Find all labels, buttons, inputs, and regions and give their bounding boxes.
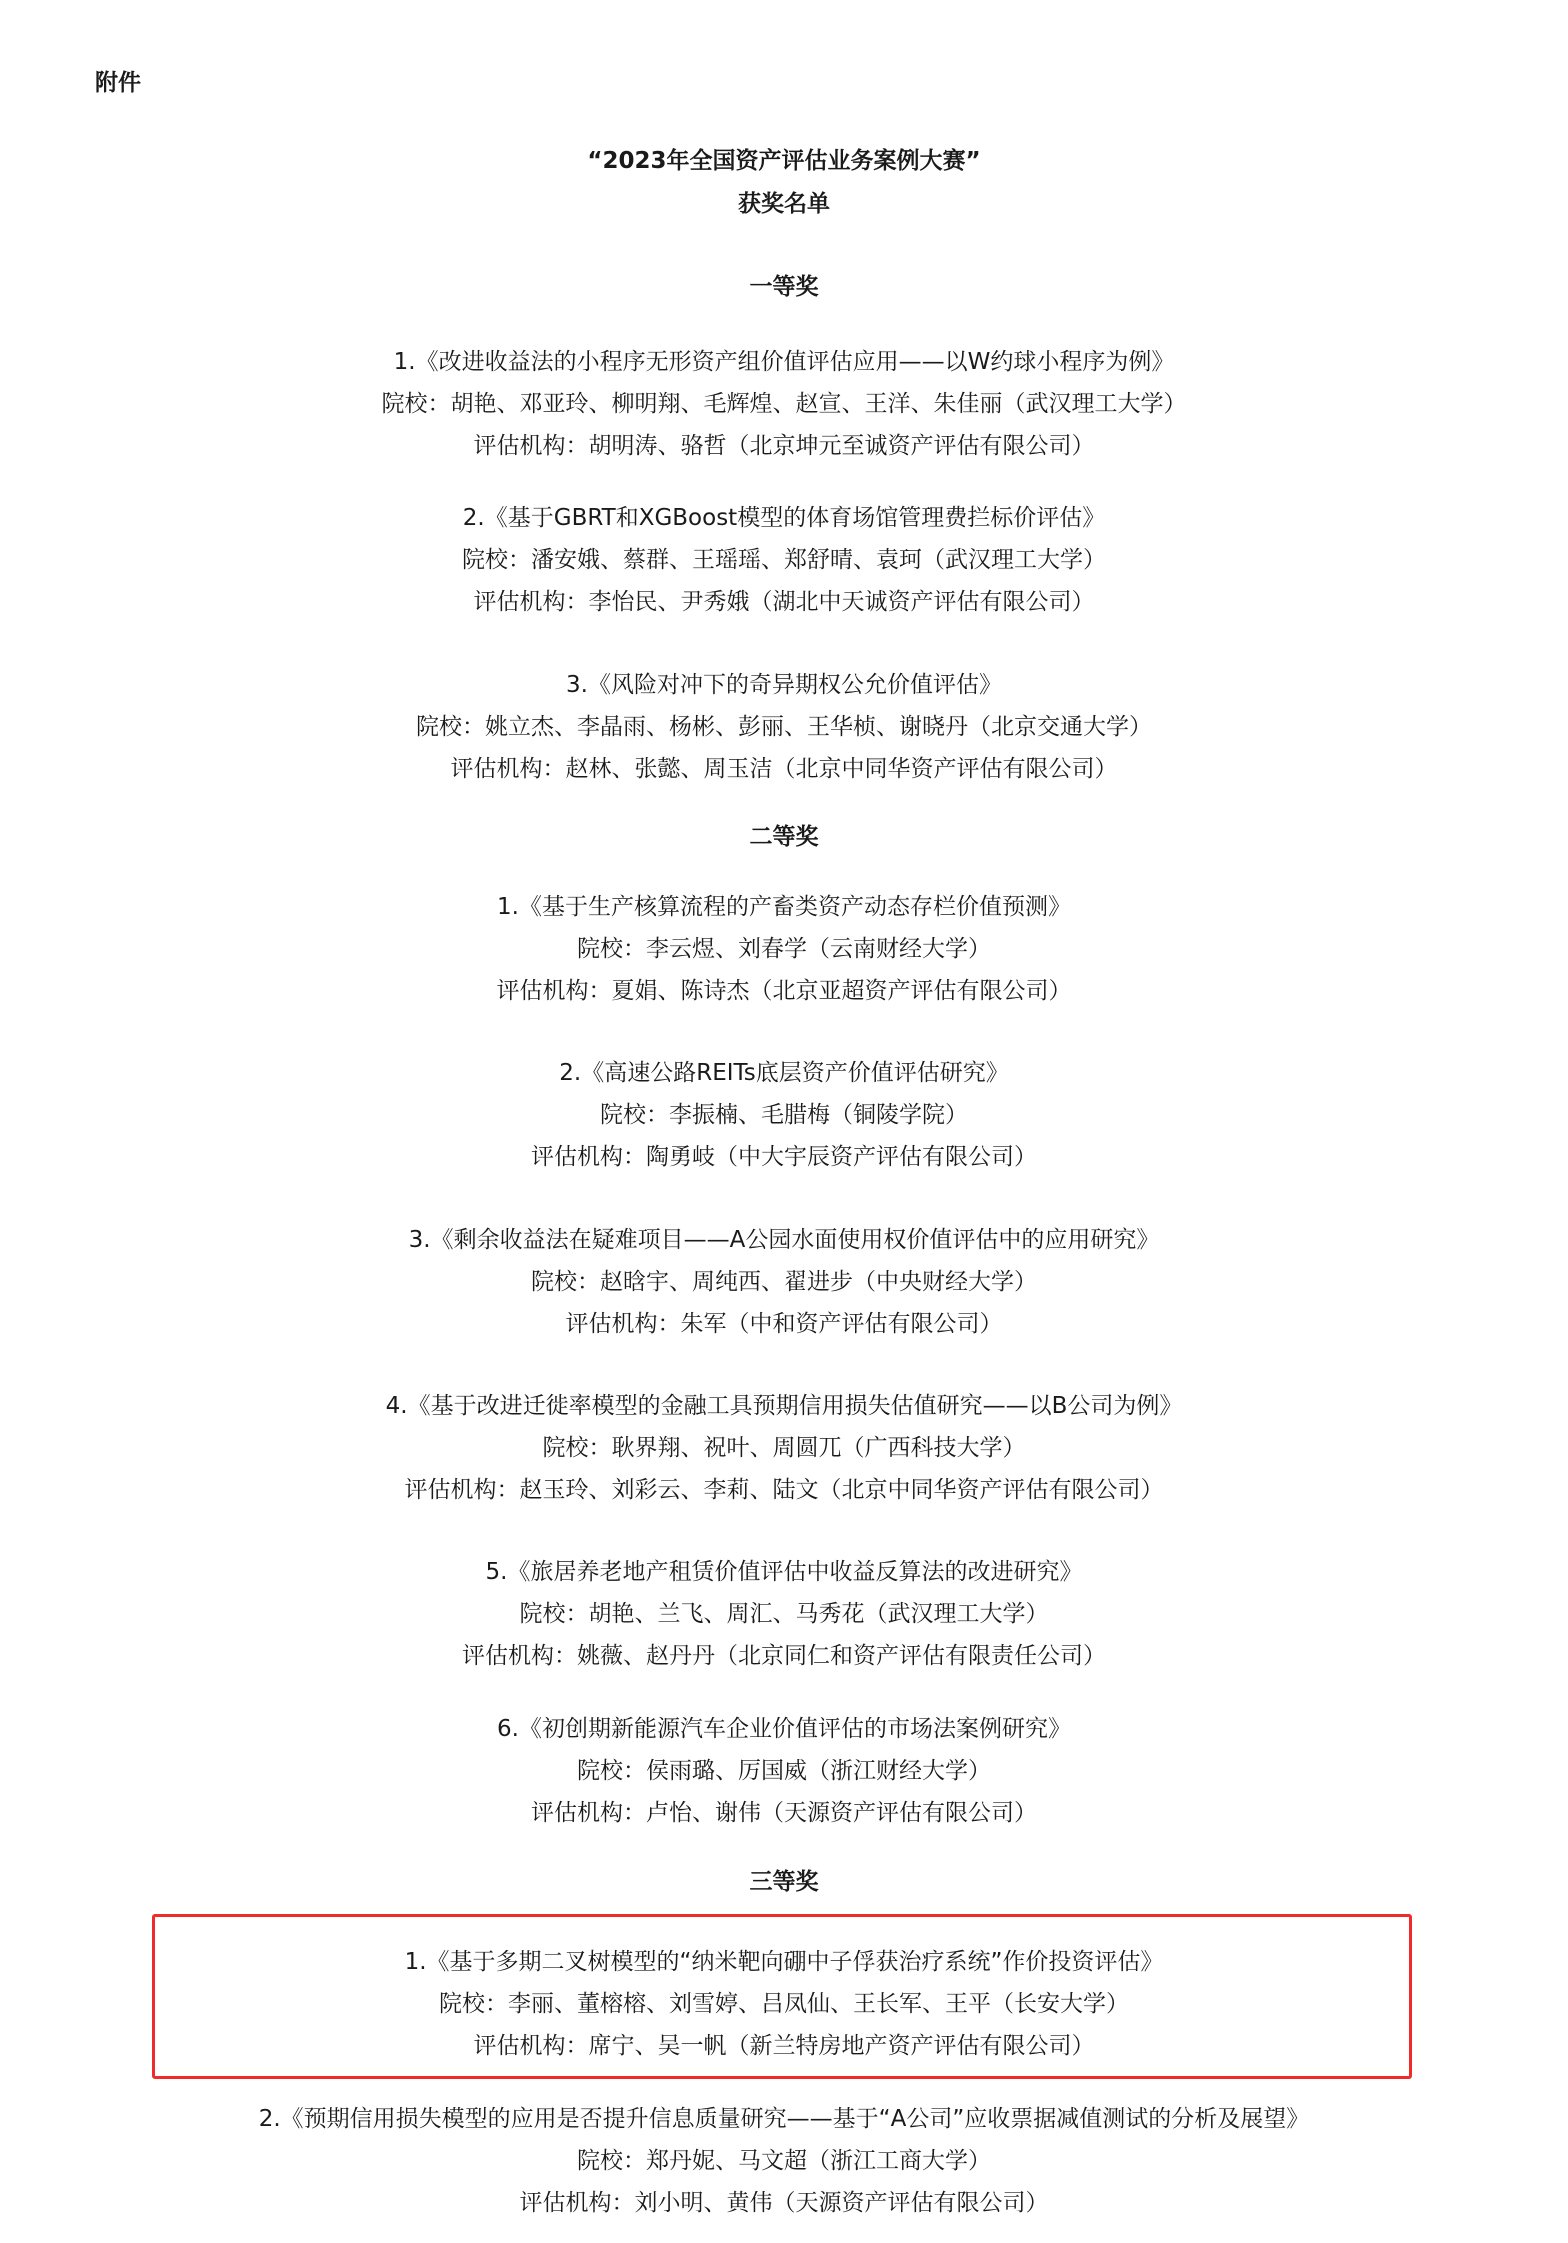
entry-title: 2.《高速公路REITs底层资产价值评估研究》	[559, 1060, 1009, 1086]
entry-title: 3.《风险对冲下的奇异期权公允价值评估》	[566, 672, 1002, 698]
third-prize-entry-2	[0, 2104, 1568, 2230]
entry-agency: 评估机构：朱军（中和资产评估有限公司）	[565, 1311, 1003, 1337]
first-prize-entry-2	[0, 503, 1568, 629]
entry-school: 院校：李丽、董榕榕、刘雪婷、吕凤仙、王长军、王平（长安大学）	[439, 1991, 1129, 2017]
entry-agency: 评估机构：席宁、吴一帆（新兰特房地产资产评估有限公司）	[473, 2033, 1095, 2059]
third-prize-entry-1	[0, 1947, 1568, 2073]
entry-title: 1.《改进收益法的小程序无形资产组价值评估应用——以W约球小程序为例》	[393, 349, 1175, 375]
entry-title: 1.《基于生产核算流程的产畜类资产动态存栏价值预测》	[497, 894, 1071, 920]
entry-school: 院校：胡艳、邓亚玲、柳明翔、毛辉煌、赵宣、王洋、朱佳丽（武汉理工大学）	[381, 391, 1187, 417]
second-prize-entry-1	[0, 892, 1568, 1018]
entry-agency: 评估机构：姚薇、赵丹丹（北京同仁和资产评估有限责任公司）	[462, 1643, 1106, 1669]
third-prize-heading: 三等奖	[749, 1869, 819, 1895]
entry-agency: 评估机构：赵玉玲、刘彩云、李莉、陆文（北京中同华资产评估有限公司）	[404, 1477, 1164, 1503]
entry-title: 6.《初创期新能源汽车企业价值评估的市场法案例研究》	[497, 1716, 1071, 1742]
second-prize-entry-4	[0, 1391, 1568, 1517]
second-prize-heading: 二等奖	[749, 824, 819, 850]
entry-agency: 评估机构：夏娟、陈诗杰（北京亚超资产评估有限公司）	[496, 978, 1072, 1004]
entry-title: 4.《基于改进迁徙率模型的金融工具预期信用损失估值研究——以B公司为例》	[385, 1393, 1183, 1419]
entry-agency: 评估机构：胡明涛、骆哲（北京坤元至诚资产评估有限公司）	[473, 433, 1095, 459]
entry-agency: 评估机构：赵林、张懿、周玉洁（北京中同华资产评估有限公司）	[450, 756, 1118, 782]
entry-school: 院校：李振楠、毛腊梅（铜陵学院）	[600, 1102, 968, 1128]
entry-agency: 评估机构：刘小明、黄伟（天源资产评估有限公司）	[519, 2190, 1049, 2216]
first-prize-entry-3	[0, 670, 1568, 796]
entry-school: 院校：李云煜、刘春学（云南财经大学）	[577, 936, 991, 962]
entry-school: 院校：耿界翔、祝叶、周圆兀（广西科技大学）	[542, 1435, 1026, 1461]
first-prize-heading: 一等奖	[749, 274, 819, 300]
entry-agency: 评估机构：卢怡、谢伟（天源资产评估有限公司）	[531, 1800, 1037, 1826]
document-subtitle: 获奖名单	[738, 191, 830, 217]
second-prize-entry-5	[0, 1557, 1568, 1683]
entry-school: 院校：潘安娥、蔡群、王瑶瑶、郑舒晴、袁珂（武汉理工大学）	[462, 547, 1106, 573]
entry-agency: 评估机构：陶勇岐（中大宇辰资产评估有限公司）	[531, 1144, 1037, 1170]
second-prize-entry-2	[0, 1058, 1568, 1184]
first-prize-entry-1	[0, 347, 1568, 473]
second-prize-entry-6	[0, 1714, 1568, 1840]
entry-school: 院校：郑丹妮、马文超（浙江工商大学）	[577, 2148, 991, 2174]
entry-school: 院校：姚立杰、李晶雨、杨彬、彭丽、王华桢、谢晓丹（北京交通大学）	[416, 714, 1152, 740]
entry-agency: 评估机构：李怡民、尹秀娥（湖北中天诚资产评估有限公司）	[473, 589, 1095, 615]
entry-title: 2.《基于GBRT和XGBoost模型的体育场馆管理费拦标价评估》	[462, 505, 1106, 531]
entry-title: 3.《剩余收益法在疑难项目——A公园水面使用权价值评估中的应用研究》	[408, 1227, 1160, 1253]
entry-title: 2.《预期信用损失模型的应用是否提升信息质量研究——基于“A公司”应收票据减值测试的分析及展望》	[258, 2106, 1310, 2132]
entry-school: 院校：侯雨璐、厉国威（浙江财经大学）	[577, 1758, 991, 1784]
entry-title: 1.《基于多期二叉树模型的“纳米靶向硼中子俘获治疗系统”作价投资评估》	[404, 1949, 1164, 1975]
second-prize-entry-3	[0, 1225, 1568, 1351]
attachment-label: 附件	[95, 70, 141, 96]
entry-title: 5.《旅居养老地产租赁价值评估中收益反算法的改进研究》	[485, 1559, 1083, 1585]
entry-school: 院校：胡艳、兰飞、周汇、马秀花（武汉理工大学）	[519, 1601, 1049, 1627]
document-title: “2023年全国资产评估业务案例大赛”	[587, 148, 981, 174]
entry-school: 院校：赵晗宇、周纯西、翟进步（中央财经大学）	[531, 1269, 1037, 1295]
